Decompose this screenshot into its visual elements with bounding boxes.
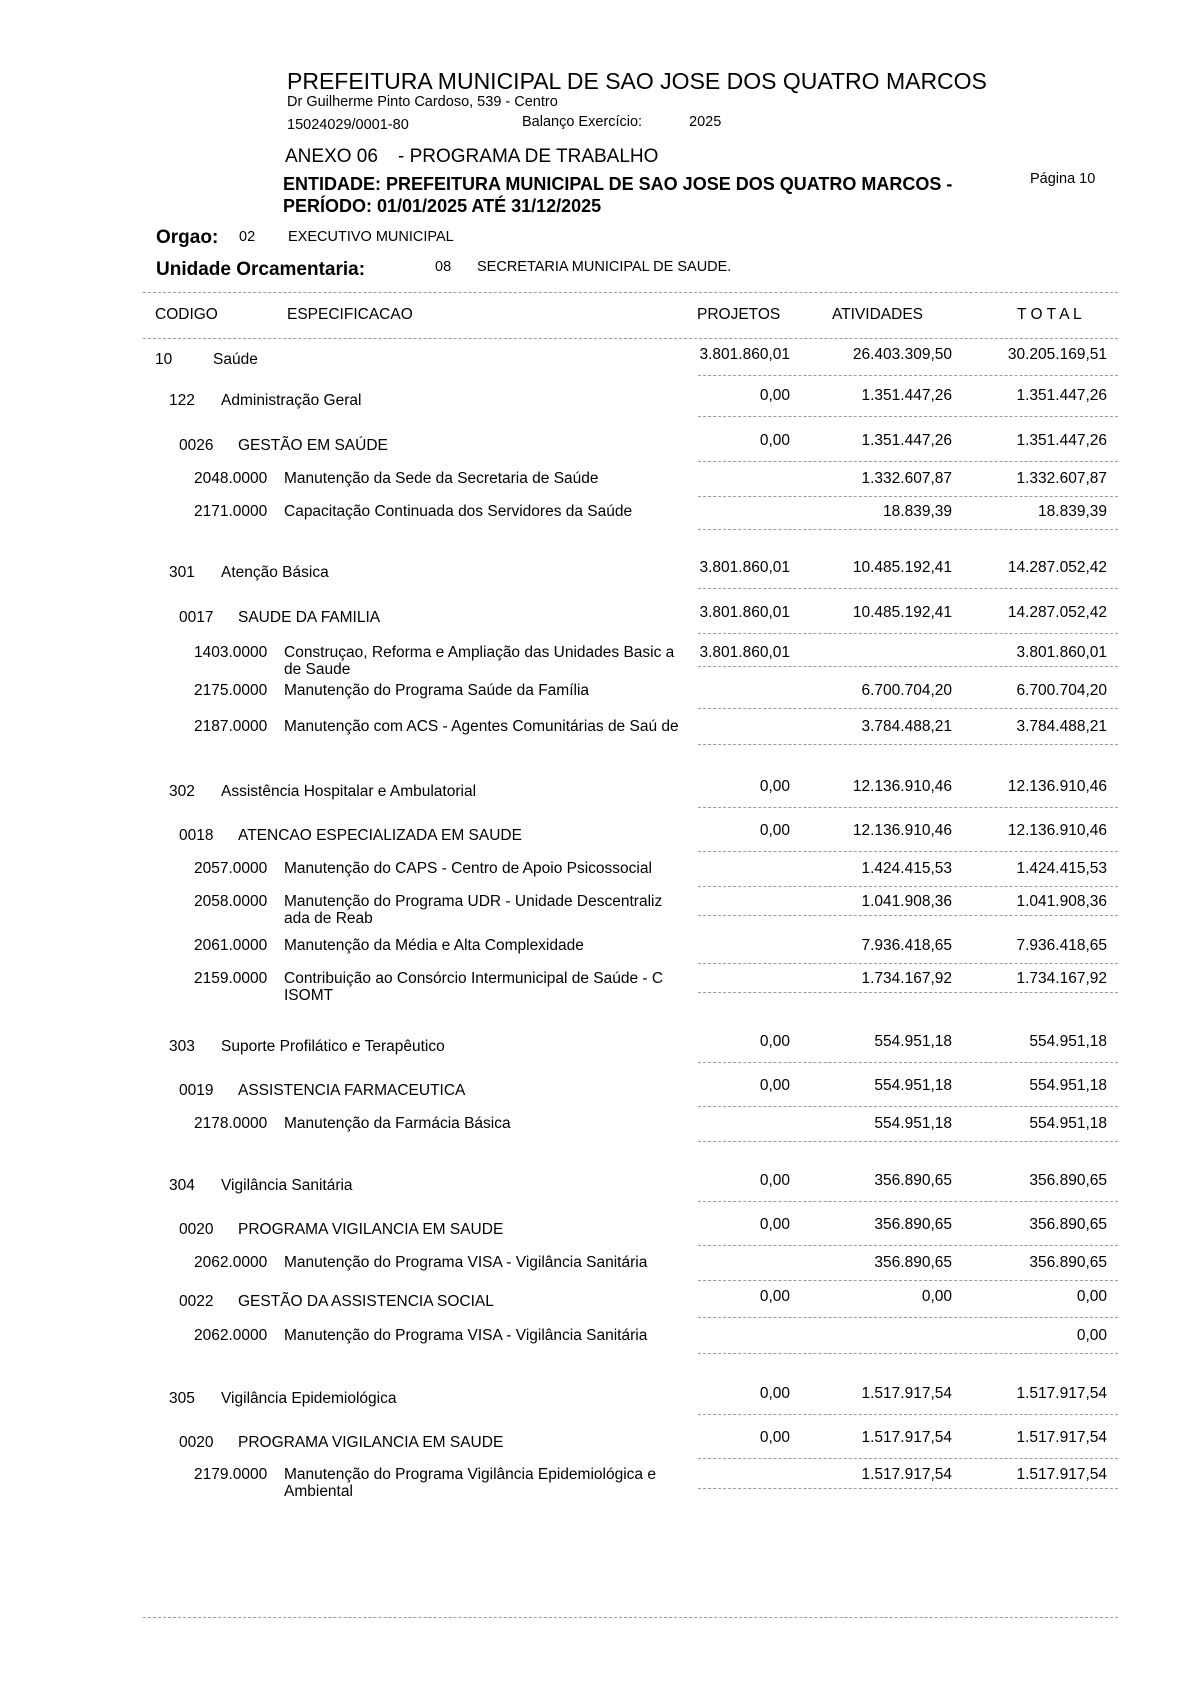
row-atividades: 1.734.167,92 xyxy=(861,970,952,987)
row-total: 7.936.418,65 xyxy=(1016,937,1107,954)
row-divider xyxy=(698,708,1118,709)
row-atividades: 1.351.447,26 xyxy=(861,432,952,449)
row-divider xyxy=(698,1353,1118,1354)
row-code: 303 xyxy=(169,1038,195,1055)
unidade-label: Unidade Orcamentaria: xyxy=(156,259,366,280)
row-total: 14.287.052,42 xyxy=(1007,559,1107,576)
row-atividades: 0,00 xyxy=(921,1288,952,1305)
row-atividades: 1.517.917,54 xyxy=(861,1466,952,1483)
page-number: Página 10 xyxy=(1030,171,1096,187)
row-atividades: 1.041.908,36 xyxy=(861,893,952,910)
row-description: Assistência Hospitalar e Ambulatorial xyxy=(221,783,477,800)
row-code: 0020 xyxy=(179,1221,214,1238)
row-divider xyxy=(698,1245,1118,1246)
row-code: 2187.0000 xyxy=(194,718,268,735)
period-line: PERÍODO: 01/01/2025 ATÉ 31/12/2025 xyxy=(283,196,602,216)
row-divider xyxy=(698,375,1118,376)
row-total: 554.951,18 xyxy=(1029,1115,1107,1132)
row-code: 10 xyxy=(155,351,173,368)
row-description: Capacitação Continuada dos Servidores da Saúde xyxy=(284,503,633,520)
row-code: 2058.0000 xyxy=(194,893,268,910)
row-description: Manutenção do Programa Saúde da Família xyxy=(284,682,590,699)
row-total: 1.041.908,36 xyxy=(1016,893,1107,910)
row-atividades: 12.136.910,46 xyxy=(852,778,952,795)
row-description: Administração Geral xyxy=(221,392,362,409)
row-atividades: 1.424.415,53 xyxy=(861,860,952,877)
row-total: 356.890,65 xyxy=(1029,1172,1107,1189)
col-atividades: ATIVIDADES xyxy=(832,306,924,323)
row-total: 30.205.169,51 xyxy=(1007,346,1107,363)
row-code: 2062.0000 xyxy=(194,1254,268,1271)
row-code: 0018 xyxy=(179,827,214,844)
row-divider xyxy=(698,666,1118,667)
row-code: 2057.0000 xyxy=(194,860,268,877)
divider xyxy=(143,338,1118,339)
divider xyxy=(143,292,1118,293)
row-atividades: 1.517.917,54 xyxy=(861,1385,952,1402)
row-code: 0019 xyxy=(179,1082,214,1099)
row-description: SAUDE DA FAMILIA xyxy=(238,609,381,626)
row-atividades: 10.485.192,41 xyxy=(852,559,952,576)
entity-line: ENTIDADE: PREFEITURA MUNICIPAL DE SAO JOSE DOS QUATRO MARCOS - xyxy=(283,174,953,194)
row-projetos: 0,00 xyxy=(759,1172,790,1189)
row-atividades: 1.332.607,87 xyxy=(861,470,952,487)
row-total: 1.517.917,54 xyxy=(1016,1429,1107,1446)
row-divider xyxy=(698,1062,1118,1063)
row-projetos: 3.801.860,01 xyxy=(699,346,790,363)
row-total: 356.890,65 xyxy=(1029,1216,1107,1233)
row-description: PROGRAMA VIGILANCIA EM SAUDE xyxy=(238,1221,504,1238)
row-total: 1.351.447,26 xyxy=(1016,432,1107,449)
row-atividades: 3.784.488,21 xyxy=(861,718,952,735)
row-atividades: 18.839,39 xyxy=(883,503,952,520)
row-total: 14.287.052,42 xyxy=(1007,604,1107,621)
col-projetos: PROJETOS xyxy=(697,306,781,323)
row-projetos: 3.801.860,01 xyxy=(699,604,790,621)
bottom-divider xyxy=(143,1617,1118,1618)
row-divider xyxy=(698,1106,1118,1107)
row-description: Manutenção com ACS - Agentes Comunitárias de Saú de xyxy=(284,718,679,735)
row-projetos: 0,00 xyxy=(759,778,790,795)
row-atividades: 7.936.418,65 xyxy=(861,937,952,954)
row-divider xyxy=(698,744,1118,745)
row-code: 0017 xyxy=(179,609,214,626)
row-code: 304 xyxy=(169,1177,195,1194)
row-divider xyxy=(698,416,1118,417)
row-atividades: 554.951,18 xyxy=(874,1115,952,1132)
row-divider xyxy=(698,963,1118,964)
row-projetos: 0,00 xyxy=(759,1216,790,1233)
row-total: 6.700.704,20 xyxy=(1016,682,1107,699)
row-total: 0,00 xyxy=(1076,1327,1107,1344)
row-description: Construçao, Reforma e Ampliação das Unidades Basic a de Saude xyxy=(284,644,675,678)
annex-title: - PROGRAMA DE TRABALHO xyxy=(398,146,659,167)
row-description: Manutenção do Programa Vigilância Epidemiológica e Ambiental xyxy=(284,1466,656,1500)
row-total: 18.839,39 xyxy=(1038,503,1107,520)
row-projetos: 0,00 xyxy=(759,1288,790,1305)
unidade-code: 08 xyxy=(435,259,452,275)
row-code: 2062.0000 xyxy=(194,1327,268,1344)
row-divider xyxy=(698,588,1118,589)
row-total: 1.517.917,54 xyxy=(1016,1385,1107,1402)
row-atividades: 12.136.910,46 xyxy=(852,822,952,839)
row-divider xyxy=(698,1280,1118,1281)
row-atividades: 26.403.309,50 xyxy=(852,346,952,363)
row-description: Manutenção da Sede da Secretaria de Saúde xyxy=(284,470,599,487)
row-total: 3.801.860,01 xyxy=(1016,644,1107,661)
row-description: Suporte Profilático e Terapêutico xyxy=(221,1038,445,1055)
row-projetos: 0,00 xyxy=(759,1077,790,1094)
row-atividades: 356.890,65 xyxy=(874,1172,952,1189)
row-projetos: 0,00 xyxy=(759,1385,790,1402)
row-code: 122 xyxy=(169,392,195,409)
row-description: Manutenção da Farmácia Básica xyxy=(284,1115,511,1132)
row-code: 2179.0000 xyxy=(194,1466,268,1483)
row-divider xyxy=(698,1458,1118,1459)
orgao-label: Orgao: xyxy=(156,227,219,248)
row-atividades: 1.351.447,26 xyxy=(861,387,952,404)
row-description: PROGRAMA VIGILANCIA EM SAUDE xyxy=(238,1434,504,1451)
row-atividades: 356.890,65 xyxy=(874,1254,952,1271)
row-divider xyxy=(698,1201,1118,1202)
row-code: 301 xyxy=(169,564,195,581)
row-code: 2178.0000 xyxy=(194,1115,268,1132)
cnpj: 15024029/0001-80 xyxy=(287,117,409,133)
row-divider xyxy=(698,633,1118,634)
orgao-name: EXECUTIVO MUNICIPAL xyxy=(288,229,454,245)
row-description: Vigilância Epidemiológica xyxy=(221,1390,397,1407)
row-atividades: 1.517.917,54 xyxy=(861,1429,952,1446)
row-divider xyxy=(698,1317,1118,1318)
row-projetos: 0,00 xyxy=(759,1429,790,1446)
row-code: 2061.0000 xyxy=(194,937,268,954)
row-divider xyxy=(698,1141,1118,1142)
row-total: 0,00 xyxy=(1076,1288,1107,1305)
row-atividades: 554.951,18 xyxy=(874,1077,952,1094)
row-divider xyxy=(698,915,1118,916)
row-code: 2171.0000 xyxy=(194,503,268,520)
row-divider xyxy=(698,1414,1118,1415)
row-projetos: 0,00 xyxy=(759,1033,790,1050)
row-description: ASSISTENCIA FARMACEUTICA xyxy=(238,1082,466,1099)
row-description: Vigilância Sanitária xyxy=(221,1177,353,1194)
row-divider xyxy=(698,992,1118,993)
row-projetos: 3.801.860,01 xyxy=(699,644,790,661)
row-divider xyxy=(698,886,1118,887)
row-total: 1.517.917,54 xyxy=(1016,1466,1107,1483)
row-description: ATENCAO ESPECIALIZADA EM SAUDE xyxy=(238,827,522,844)
col-codigo: CODIGO xyxy=(155,306,218,323)
exercise-label: Balanço Exercício: xyxy=(522,114,643,130)
row-total: 1.734.167,92 xyxy=(1016,970,1107,987)
row-description: GESTÃO DA ASSISTENCIA SOCIAL xyxy=(238,1293,494,1310)
row-projetos: 0,00 xyxy=(759,432,790,449)
exercise-year: 2025 xyxy=(689,114,722,130)
row-projetos: 0,00 xyxy=(759,822,790,839)
report-title: PREFEITURA MUNICIPAL DE SAO JOSE DOS QUATRO MARCOS xyxy=(287,68,987,94)
row-code: 2048.0000 xyxy=(194,470,268,487)
row-description: Manutenção da Média e Alta Complexidade xyxy=(284,937,584,954)
row-total: 12.136.910,46 xyxy=(1007,822,1107,839)
row-description: Manutenção do Programa VISA - Vigilância Sanitária xyxy=(284,1254,648,1271)
row-total: 1.332.607,87 xyxy=(1016,470,1107,487)
row-description: Atenção Básica xyxy=(221,564,329,581)
row-divider xyxy=(698,529,1118,530)
row-atividades: 10.485.192,41 xyxy=(852,604,952,621)
row-total: 554.951,18 xyxy=(1029,1033,1107,1050)
row-description: Contribuição ao Consórcio Intermunicipal de Saúde - C ISOMT xyxy=(284,970,664,1004)
row-divider xyxy=(698,496,1118,497)
row-total: 356.890,65 xyxy=(1029,1254,1107,1271)
row-description: Saúde xyxy=(213,351,258,368)
col-especificacao: ESPECIFICACAO xyxy=(287,306,413,323)
row-code: 305 xyxy=(169,1390,195,1407)
unidade-name: SECRETARIA MUNICIPAL DE SAUDE. xyxy=(477,259,732,275)
row-divider xyxy=(698,851,1118,852)
row-code: 0020 xyxy=(179,1434,214,1451)
row-code: 2159.0000 xyxy=(194,970,268,987)
row-atividades: 356.890,65 xyxy=(874,1216,952,1233)
row-projetos: 3.801.860,01 xyxy=(699,559,790,576)
row-description: Manutenção do Programa VISA - Vigilância Sanitária xyxy=(284,1327,648,1344)
row-atividades: 554.951,18 xyxy=(874,1033,952,1050)
row-total: 1.424.415,53 xyxy=(1016,860,1107,877)
address: Dr Guilherme Pinto Cardoso, 539 - Centro xyxy=(287,94,558,110)
row-projetos: 0,00 xyxy=(759,387,790,404)
row-divider xyxy=(698,807,1118,808)
row-total: 12.136.910,46 xyxy=(1007,778,1107,795)
row-code: 2175.0000 xyxy=(194,682,268,699)
row-total: 1.351.447,26 xyxy=(1016,387,1107,404)
row-code: 302 xyxy=(169,783,195,800)
col-total: T O T A L xyxy=(1017,306,1082,323)
row-description: Manutenção do CAPS - Centro de Apoio Psicossocial xyxy=(284,860,652,877)
row-code: 1403.0000 xyxy=(194,644,268,661)
row-code: 0026 xyxy=(179,437,214,454)
annex-number: ANEXO 06 xyxy=(285,146,378,167)
orgao-code: 02 xyxy=(239,229,256,245)
row-divider xyxy=(698,1488,1118,1489)
row-divider xyxy=(698,461,1118,462)
row-atividades: 6.700.704,20 xyxy=(861,682,952,699)
row-description: Manutenção do Programa UDR - Unidade Descentraliz ada de Reab xyxy=(284,893,663,927)
row-total: 3.784.488,21 xyxy=(1016,718,1107,735)
row-code: 0022 xyxy=(179,1293,214,1310)
row-total: 554.951,18 xyxy=(1029,1077,1107,1094)
row-description: GESTÃO EM SAÚDE xyxy=(238,437,388,454)
